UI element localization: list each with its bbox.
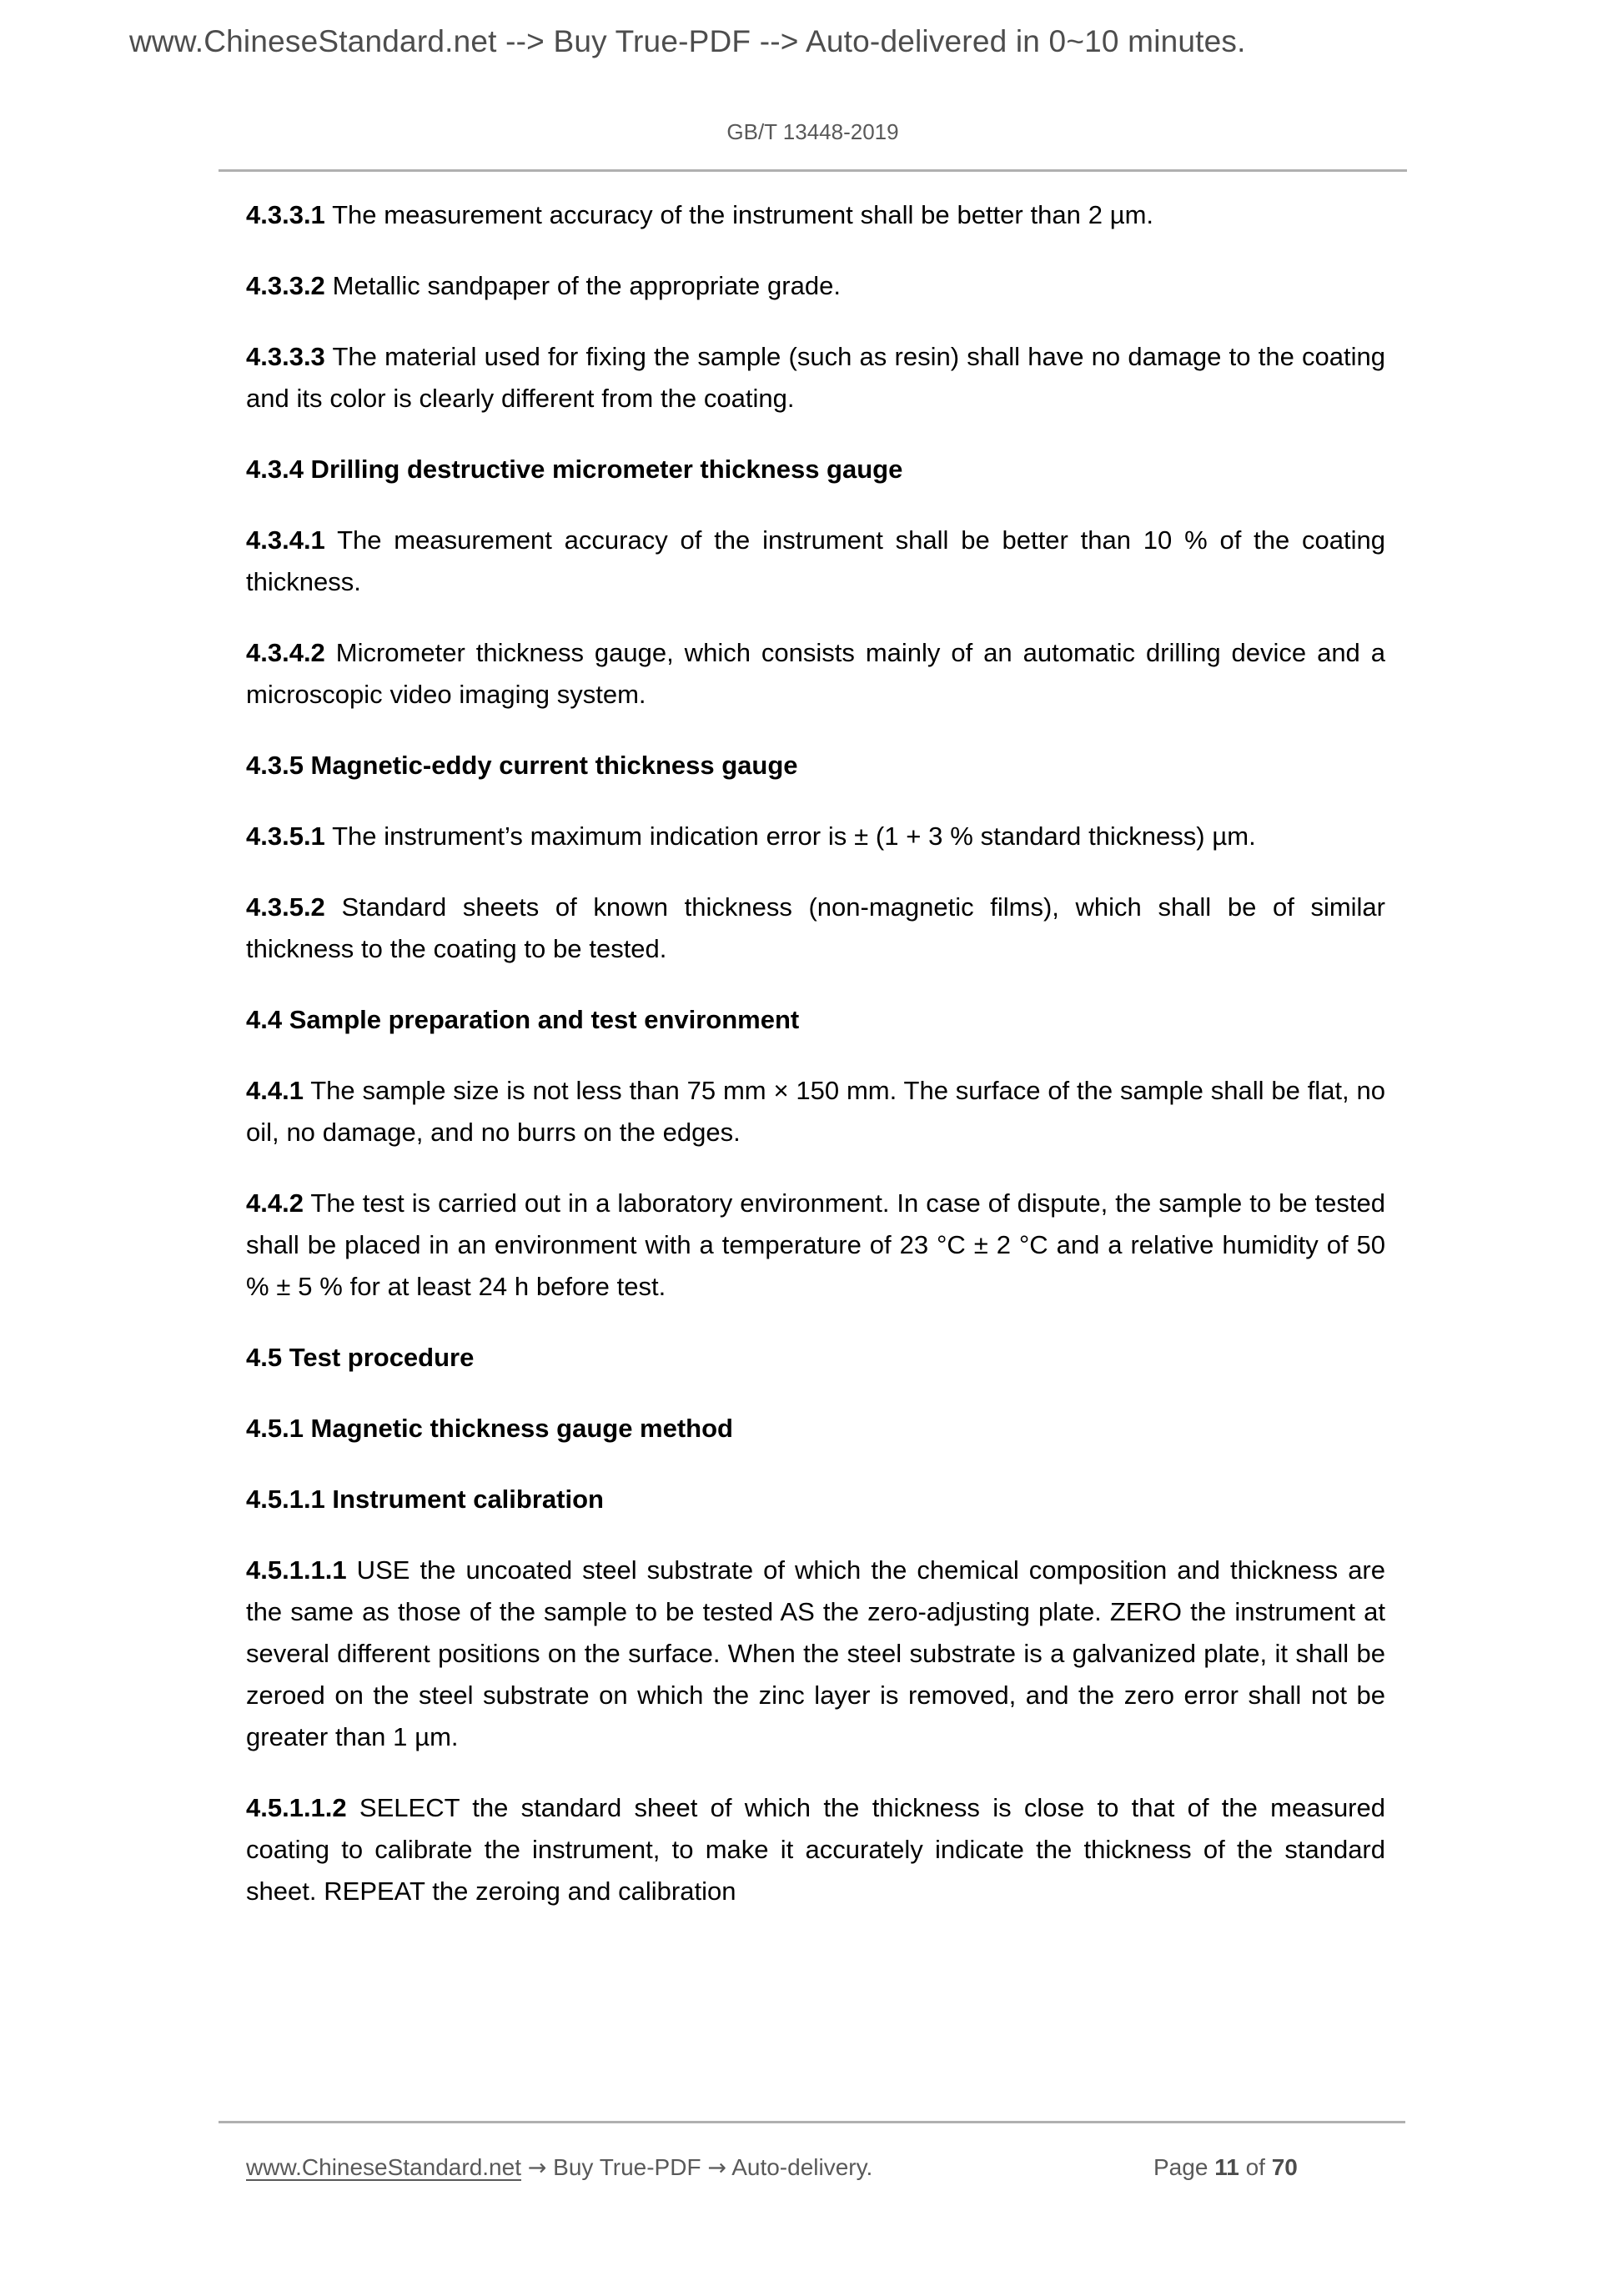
clause-text: The material used for fixing the sample (such as resin) shall have no damage to the coating and its color is clearly different from the coating. [246,342,1385,413]
clause-number: 4.3.4.1 [246,525,325,555]
clause-text: The test is carried out in a laboratory environment. In case of dispute, the sample to be tested shall be placed in an environment with a temperature of 23 °C ± 2 °C and a relative humidity of 50 % ± 5 % for at least 24 h before test. [246,1188,1385,1301]
clause-paragraph [246,1787,1385,1912]
clause-paragraph [246,520,1385,603]
clause-text: SELECT the standard sheet of which the thickness is close to that of the measured coating to calibrate the instrument, to make it accurately indicate the thickness of the standard sheet. REPEAT the zeroing and calibration [246,1793,1385,1906]
clause-paragraph [246,265,1385,307]
clause-text: The measurement accuracy of the instrument shall be better than 2 µm. [324,200,1154,229]
clause-number: 4.3.4.2 [246,638,325,667]
clause-text: Micrometer thickness gauge, which consists mainly of an automatic drilling device and a microscopic video imaging system. [246,638,1385,709]
section-heading: 4.4 Sample preparation and test environment [246,1005,800,1034]
promo-banner: www.ChineseStandard.net --> Buy True-PDF --> Auto-delivered in 0~10 minutes. [129,24,1246,58]
clause-paragraph [246,887,1385,970]
clause-paragraph [246,194,1385,236]
arrow-icon: → [527,2155,547,2181]
clause-paragraph [246,1183,1385,1308]
section-heading: 4.5.1.1 Instrument calibration [246,1485,604,1514]
clause-paragraph [246,816,1385,857]
clause-text: Metallic sandpaper of the appropriate grade. [324,271,841,300]
clause-number: 4.3.3.3 [246,342,325,371]
clause-number: 4.3.3.2 [246,271,325,300]
section-heading: 4.5.1 Magnetic thickness gauge method [246,1414,733,1443]
clause-text: Standard sheets of known thickness (non-magnetic films), which shall be of similar thickness to the coating to be tested. [246,892,1385,963]
section-heading: 4.3.4 Drilling destructive micrometer thickness gauge [246,455,903,484]
section-heading: 4.5 Test procedure [246,1343,475,1372]
page-footer [246,2152,1405,2184]
clause-paragraph [246,1070,1385,1153]
of-label: of [1245,2154,1265,2180]
clause-paragraph [246,336,1385,420]
page-label: Page [1153,2154,1208,2180]
footer-site-link[interactable]: www.ChineseStandard.net [246,2154,521,2180]
clause-number: 4.3.3.1 [246,200,325,229]
clause-number: 4.4.1 [246,1076,304,1105]
clause-paragraph [246,632,1385,716]
clause-paragraph [246,1550,1385,1758]
total-pages: 70 [1271,2154,1298,2180]
page-indicator [1153,2152,1298,2183]
footer-delivery-text: Auto-delivery. [731,2154,873,2180]
clause-text: The instrument’s maximum indication error is ± (1 + 3 % standard thickness) µm. [324,821,1256,851]
clause-number: 4.5.1.1.2 [246,1793,347,1822]
clause-number: 4.4.2 [246,1188,304,1218]
footer-divider [219,2121,1405,2123]
clause-text: The sample size is not less than 75 mm × 150 mm. The surface of the sample shall be flat, no oil, no damage, and no burrs on the edges. [246,1076,1385,1147]
clause-number: 4.3.5.1 [246,821,325,851]
clause-number: 4.5.1.1.1 [246,1555,347,1585]
clause-text: USE the uncoated steel substrate of which the chemical composition and thickness are the same as those of the sample to be tested AS the zero-adjusting plate. ZERO the instrument at several different positions on the surface. When the steel substrate is a galvanized plate, it shall be zeroed on the steel substrate on which the zinc layer is removed, and the zero error shall not be greater than 1 µm. [246,1555,1385,1751]
running-head-standard-number: GB/T 13448-2019 [726,119,899,144]
document-body [246,194,1385,1912]
page-number: 11 [1214,2154,1239,2180]
arrow-icon: → [707,2155,726,2181]
clause-number: 4.3.5.2 [246,892,325,922]
header-divider [219,169,1407,172]
clause-text: The measurement accuracy of the instrument shall be better than 10 % of the coating thickness. [246,525,1385,596]
footer-buy-text: Buy True-PDF [553,2154,701,2180]
section-heading: 4.3.5 Magnetic-eddy current thickness gauge [246,751,798,780]
